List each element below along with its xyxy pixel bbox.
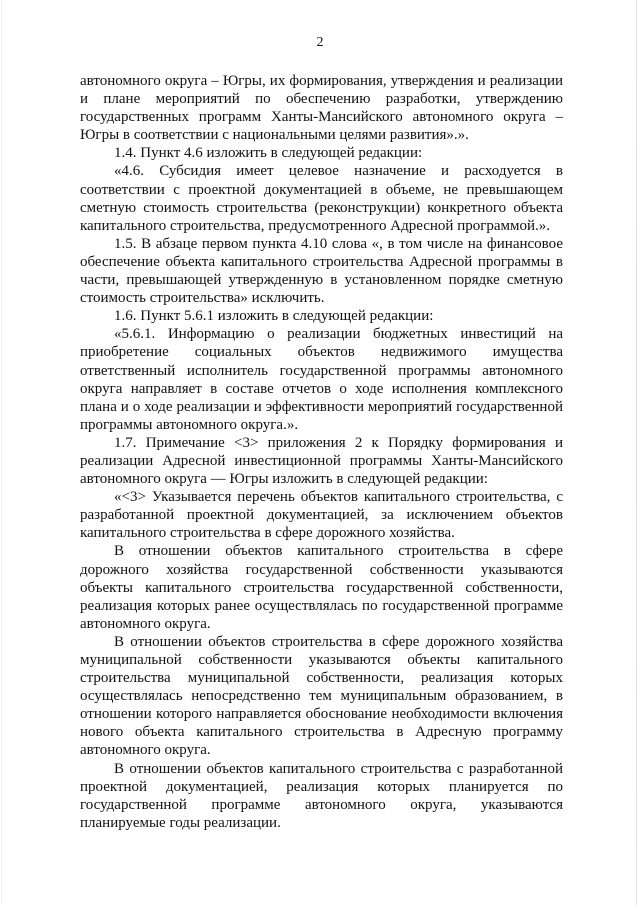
paragraph-quote-4-6: «4.6. Субсидия имеет целевое назначение и расходуется в соответствии с проектной документацией в объеме, не превышающем сметную стоимость строительства (реконструкции) конкретного объекта капитального строительства, предусмотренного Адресной программой.». (80, 163, 563, 234)
scan-edge-right (636, 0, 637, 905)
paragraph-continuation: автономного округа – Югры, их формирования, утверждения и реализации и плане мероприятий по обеспечению разработки, утверждению государственных программ Ханты-Мансийского автономного округа – Югры в соответствии с национальными целями развития».». (80, 73, 563, 144)
paragraph-state-roads: В отношении объектов капитального строительства в сфере дорожного хозяйства государственной собственности указываются объекты капитального строительства государственной собственности, реализация которых ранее осуществлялась по государственной программе автономного округа. (80, 543, 563, 632)
scan-edge-left (1, 0, 2, 905)
paragraph-item-1-7: 1.7. Примечание <3> приложения 2 к Порядку формирования и реализации Адресной инвестиционной программы Ханты-Мансийского автономного округа — Югры изложить в следующей редакции: (80, 434, 563, 488)
page-number: 2 (316, 35, 324, 50)
paragraph-planned-years: В отношении объектов капитального строительства с разработанной проектной документацией, реализация которых планируется по государственной программе автономного округа, указываются планируемые годы реализации. (80, 760, 563, 831)
paragraph-item-1-5: 1.5. В абзаце первом пункта 4.10 слова «, в том числе на финансовое обеспечение объекта капитального строительства Адресной программы в части, превышающей утвержденную в установленном порядке сметную стоимость строительства» исключить. (80, 235, 563, 307)
paragraph-item-1-4: 1.4. Пункт 4.6 изложить в следующей редакции: (114, 145, 423, 162)
paragraph-note-3: «<3> Указывается перечень объектов капитального строительства, с разработанной проектной документацией, за исключением объектов капитального строительства в сфере дорожного хозяйства. (80, 489, 563, 542)
paragraph-quote-5-6-1: «5.6.1. Информацию о реализации бюджетных инвестиций на приобретение социальных объектов недвижимого имущества ответственный исполнитель государственной программы автономного округа направляет в составе отчетов о ходе исполнения комплексного плана и о ходе реализации и эффективности мероприятий государственной программы автономного округа.». (80, 326, 563, 433)
paragraph-item-1-6: 1.6. Пункт 5.6.1 изложить в следующей редакции: (114, 308, 434, 325)
paragraph-municipal-roads: В отношении объектов строительства в сфере дорожного хозяйства муниципальной собственности указываются объекты капитального строительства муниципальной собственности, реализация которых осуществлялась непосредственно тем муниципальным образованием, в отношении которого направляется обоснование необходимости включения нового объекта капитального строительства в Адресную программу автономного округа. (80, 633, 563, 759)
document-body (80, 72, 563, 832)
